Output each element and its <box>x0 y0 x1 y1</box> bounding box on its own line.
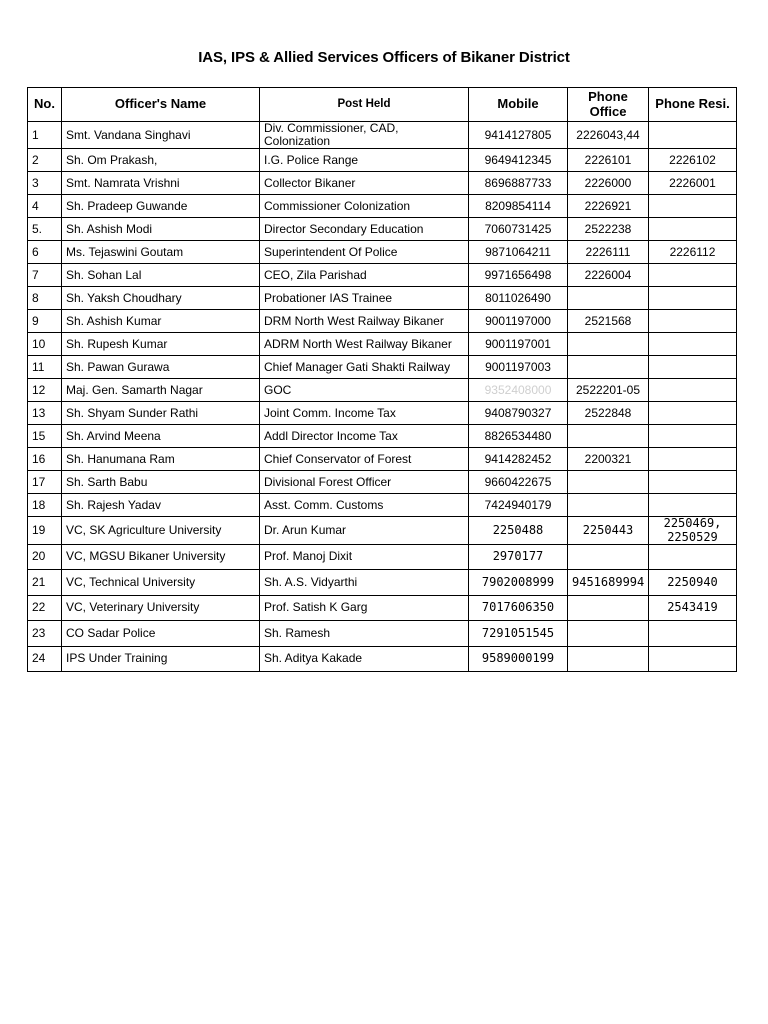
row-no: 19 <box>28 517 62 544</box>
row-no: 12 <box>28 379 62 402</box>
phone-office <box>568 646 649 672</box>
phone-office: 2200321 <box>568 448 649 471</box>
mobile-number: 9414282452 <box>469 448 568 471</box>
mobile-number: 9408790327 <box>469 402 568 425</box>
officer-name: VC, Veterinary University <box>62 595 260 621</box>
phone-resi <box>649 448 737 471</box>
post-held: Probationer IAS Trainee <box>260 287 469 310</box>
post-held: Collector Bikaner <box>260 172 469 195</box>
row-no: 18 <box>28 494 62 517</box>
post-held: Asst. Comm. Customs <box>260 494 469 517</box>
table-row <box>28 544 737 570</box>
mobile-number: 7902008999 <box>469 570 568 596</box>
phone-office <box>568 544 649 570</box>
officer-name: Sh. Yaksh Choudhary <box>62 287 260 310</box>
table-row <box>28 402 737 425</box>
officer-name: Smt. Vandana Singhavi <box>62 122 260 149</box>
phone-resi <box>649 195 737 218</box>
officer-name: Maj. Gen. Samarth Nagar <box>62 379 260 402</box>
page-title: IAS, IPS & Allied Services Officers of Bikaner District <box>198 49 570 66</box>
phone-office: 2522201-05 <box>568 379 649 402</box>
officer-name: Sh. Rajesh Yadav <box>62 494 260 517</box>
mobile-number: 7060731425 <box>469 218 568 241</box>
table-row <box>28 494 737 517</box>
table-row <box>28 218 737 241</box>
phone-office <box>568 494 649 517</box>
mobile-number: 9971656498 <box>469 264 568 287</box>
post-held: Dr. Arun Kumar <box>260 517 469 544</box>
post-held: Div. Commissioner, CAD, Colonization <box>260 122 469 149</box>
table-row <box>28 287 737 310</box>
mobile-number: 9352408000 <box>469 379 568 402</box>
mobile-number: 8826534480 <box>469 425 568 448</box>
phone-office <box>568 333 649 356</box>
table-row <box>28 310 737 333</box>
table-row <box>28 122 737 149</box>
header-phone-resi: Phone Resi. <box>649 88 737 122</box>
phone-resi <box>649 494 737 517</box>
phone-office: 2522238 <box>568 218 649 241</box>
post-held: Joint Comm. Income Tax <box>260 402 469 425</box>
table-row <box>28 356 737 379</box>
table-row <box>28 621 737 647</box>
mobile-number: 9649412345 <box>469 149 568 172</box>
phone-office <box>568 471 649 494</box>
phone-office: 2226043,44 <box>568 122 649 149</box>
officer-name: IPS Under Training <box>62 646 260 672</box>
row-no: 5. <box>28 218 62 241</box>
table-row <box>28 570 737 596</box>
phone-resi <box>649 333 737 356</box>
phone-resi <box>649 264 737 287</box>
mobile-number: 7017606350 <box>469 595 568 621</box>
table-row <box>28 172 737 195</box>
phone-office: 2521568 <box>568 310 649 333</box>
table-header-row <box>28 88 737 122</box>
mobile-number: 8696887733 <box>469 172 568 195</box>
post-held: I.G. Police Range <box>260 149 469 172</box>
post-held: ADRM North West Railway Bikaner <box>260 333 469 356</box>
officer-name: Sh. Rupesh Kumar <box>62 333 260 356</box>
table-row <box>28 448 737 471</box>
officer-name: Sh. Sarth Babu <box>62 471 260 494</box>
header-no: No. <box>28 88 62 122</box>
phone-office <box>568 595 649 621</box>
phone-office: 2250443 <box>568 517 649 544</box>
phone-resi <box>649 544 737 570</box>
post-held: CEO, Zila Parishad <box>260 264 469 287</box>
row-no: 7 <box>28 264 62 287</box>
officer-name: Sh. Arvind Meena <box>62 425 260 448</box>
row-no: 8 <box>28 287 62 310</box>
post-held: Addl Director Income Tax <box>260 425 469 448</box>
phone-office <box>568 356 649 379</box>
row-no: 21 <box>28 570 62 596</box>
mobile-number: 7424940179 <box>469 494 568 517</box>
post-held: Prof. Satish K Garg <box>260 595 469 621</box>
row-no: 20 <box>28 544 62 570</box>
row-no: 3 <box>28 172 62 195</box>
mobile-number: 8011026490 <box>469 287 568 310</box>
officer-name: Sh. Ashish Kumar <box>62 310 260 333</box>
table-row <box>28 471 737 494</box>
row-no: 15 <box>28 425 62 448</box>
phone-resi <box>649 310 737 333</box>
post-held: GOC <box>260 379 469 402</box>
mobile-number: 9001197000 <box>469 310 568 333</box>
phone-resi <box>649 425 737 448</box>
table-row <box>28 425 737 448</box>
table-row <box>28 595 737 621</box>
mobile-number: 8209854114 <box>469 195 568 218</box>
officer-name: Sh. Pradeep Guwande <box>62 195 260 218</box>
mobile-number: 9414127805 <box>469 122 568 149</box>
phone-resi <box>649 402 737 425</box>
phone-resi: 2226112 <box>649 241 737 264</box>
table-row <box>28 149 737 172</box>
phone-resi <box>649 287 737 310</box>
phone-resi <box>649 356 737 379</box>
row-no: 24 <box>28 646 62 672</box>
officer-name: VC, MGSU Bikaner University <box>62 544 260 570</box>
row-no: 4 <box>28 195 62 218</box>
phone-resi <box>649 646 737 672</box>
phone-resi <box>649 379 737 402</box>
officer-name: Smt. Namrata Vrishni <box>62 172 260 195</box>
phone-resi: 2543419 <box>649 595 737 621</box>
mobile-number: 7291051545 <box>469 621 568 647</box>
officer-name: Ms. Tejaswini Goutam <box>62 241 260 264</box>
row-no: 2 <box>28 149 62 172</box>
phone-resi <box>649 122 737 149</box>
row-no: 1 <box>28 122 62 149</box>
phone-resi: 2250940 <box>649 570 737 596</box>
row-no: 16 <box>28 448 62 471</box>
phone-office: 2226004 <box>568 264 649 287</box>
officer-name: Sh. Ashish Modi <box>62 218 260 241</box>
post-held: Director Secondary Education <box>260 218 469 241</box>
post-held: Commissioner Colonization <box>260 195 469 218</box>
post-held: Prof. Manoj Dixit <box>260 544 469 570</box>
officer-name: VC, Technical University <box>62 570 260 596</box>
header-officer-name: Officer's Name <box>62 88 260 122</box>
row-no: 22 <box>28 595 62 621</box>
phone-resi <box>649 471 737 494</box>
table-row <box>28 646 737 672</box>
post-held: Sh. Ramesh <box>260 621 469 647</box>
officers-table <box>27 87 737 672</box>
table-row <box>28 517 737 544</box>
phone-office: 2226921 <box>568 195 649 218</box>
phone-office: 2226111 <box>568 241 649 264</box>
mobile-number: 9001197003 <box>469 356 568 379</box>
phone-resi <box>649 218 737 241</box>
row-no: 13 <box>28 402 62 425</box>
officer-name: Sh. Pawan Gurawa <box>62 356 260 379</box>
table-row <box>28 264 737 287</box>
mobile-number: 2250488 <box>469 517 568 544</box>
officer-name: Sh. Shyam Sunder Rathi <box>62 402 260 425</box>
post-held: Chief Conservator of Forest <box>260 448 469 471</box>
row-no: 6 <box>28 241 62 264</box>
row-no: 23 <box>28 621 62 647</box>
phone-office <box>568 621 649 647</box>
post-held: Superintendent Of Police <box>260 241 469 264</box>
phone-resi: 2250469, 2250529 <box>649 517 737 544</box>
header-mobile: Mobile <box>469 88 568 122</box>
row-no: 10 <box>28 333 62 356</box>
phone-office: 2522848 <box>568 402 649 425</box>
phone-office <box>568 425 649 448</box>
row-no: 17 <box>28 471 62 494</box>
table-row <box>28 241 737 264</box>
mobile-number: 9001197001 <box>469 333 568 356</box>
mobile-number: 9660422675 <box>469 471 568 494</box>
phone-office: 9451689994 <box>568 570 649 596</box>
phone-resi <box>649 621 737 647</box>
mobile-number: 9589000199 <box>469 646 568 672</box>
post-held: Sh. Aditya Kakade <box>260 646 469 672</box>
post-held: Chief Manager Gati Shakti Railway <box>260 356 469 379</box>
officer-name: Sh. Hanumana Ram <box>62 448 260 471</box>
table-row <box>28 379 737 402</box>
officer-name: CO Sadar Police <box>62 621 260 647</box>
row-no: 11 <box>28 356 62 379</box>
officer-name: VC, SK Agriculture University <box>62 517 260 544</box>
header-post-held: Post Held <box>260 88 469 122</box>
phone-office: 2226101 <box>568 149 649 172</box>
post-held: Divisional Forest Officer <box>260 471 469 494</box>
phone-office: 2226000 <box>568 172 649 195</box>
post-held: DRM North West Railway Bikaner <box>260 310 469 333</box>
mobile-number: 9871064211 <box>469 241 568 264</box>
header-phone-office: Phone Office <box>568 88 649 122</box>
phone-resi: 2226102 <box>649 149 737 172</box>
mobile-number: 2970177 <box>469 544 568 570</box>
table-row <box>28 333 737 356</box>
row-no: 9 <box>28 310 62 333</box>
table-row <box>28 195 737 218</box>
officer-name: Sh. Sohan Lal <box>62 264 260 287</box>
phone-resi: 2226001 <box>649 172 737 195</box>
officer-name: Sh. Om Prakash, <box>62 149 260 172</box>
post-held: Sh. A.S. Vidyarthi <box>260 570 469 596</box>
phone-office <box>568 287 649 310</box>
